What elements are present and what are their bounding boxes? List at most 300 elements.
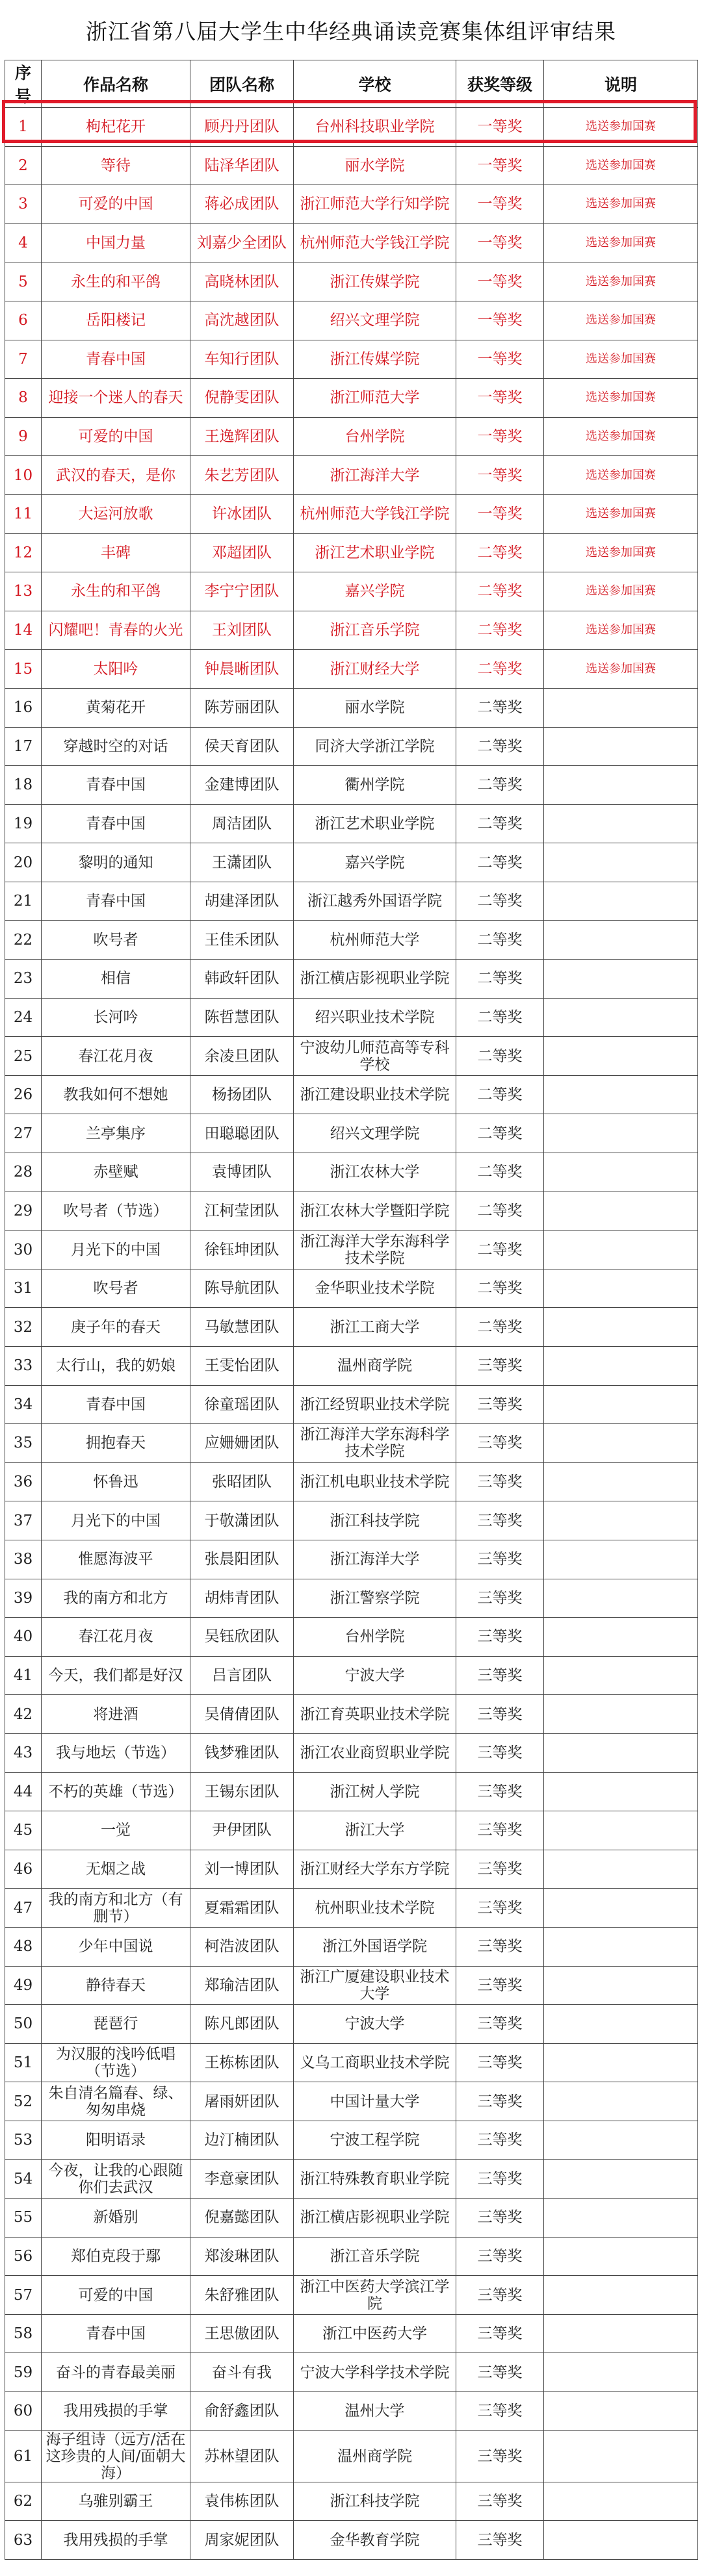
cell-work: 拥抱春天: [42, 1424, 190, 1463]
cell-team: 顾丹丹团队: [190, 108, 294, 147]
table-row: [5, 146, 698, 185]
cell-no: 52: [5, 2082, 42, 2121]
cell-no: 7: [5, 340, 42, 379]
table-row: [5, 804, 698, 843]
cell-team: 江柯莹团队: [190, 1192, 294, 1231]
cell-note: [544, 2521, 698, 2560]
cell-work: 迎接一个迷人的春天: [42, 379, 190, 418]
table-row: [5, 882, 698, 921]
cell-work: 枸杞花开: [42, 108, 190, 147]
cell-award: 三等奖: [456, 2199, 544, 2238]
cell-award: 一等奖: [456, 301, 544, 340]
cell-team: 高晓林团队: [190, 262, 294, 301]
cell-team: 金建博团队: [190, 766, 294, 805]
cell-no: 9: [5, 417, 42, 456]
cell-no: 19: [5, 804, 42, 843]
header-award: 获奖等级: [456, 60, 544, 108]
cell-school: 浙江海洋大学东海科学技术学院: [294, 1424, 456, 1463]
cell-school: 浙江海洋大学: [294, 456, 456, 495]
cell-award: 三等奖: [456, 2121, 544, 2160]
cell-work: 长河吟: [42, 998, 190, 1037]
table-row: [5, 1579, 698, 1618]
cell-school: 台州科技职业学院: [294, 108, 456, 147]
cell-school: 浙江越秀外国语学院: [294, 882, 456, 921]
cell-note: 选送参加国赛: [544, 262, 698, 301]
cell-note: [544, 1889, 698, 1928]
table-row: [5, 960, 698, 999]
cell-note: [544, 2199, 698, 2238]
cell-team: 袁伟栋团队: [190, 2482, 294, 2521]
cell-no: 53: [5, 2121, 42, 2160]
cell-team: 郑瑜洁团队: [190, 1966, 294, 2005]
cell-award: 一等奖: [456, 262, 544, 301]
cell-team: 郑浚琳团队: [190, 2237, 294, 2276]
cell-school: 绍兴文理学院: [294, 301, 456, 340]
cell-team: 应姗姗团队: [190, 1424, 294, 1463]
cell-team: 许冰团队: [190, 494, 294, 533]
cell-work: 青春中国: [42, 882, 190, 921]
cell-school: 宁波大学: [294, 1656, 456, 1695]
cell-no: 1: [5, 108, 42, 147]
cell-team: 俞舒鑫团队: [190, 2392, 294, 2431]
cell-work: 相信: [42, 960, 190, 999]
results-table: [5, 60, 698, 2560]
cell-no: 10: [5, 456, 42, 495]
cell-work: 赤壁赋: [42, 1153, 190, 1192]
cell-note: [544, 1153, 698, 1192]
cell-team: 李宁宁团队: [190, 572, 294, 611]
cell-team: 张晨阳团队: [190, 1540, 294, 1579]
cell-school: 浙江师范大学行知学院: [294, 185, 456, 224]
header-no: 序号: [5, 60, 42, 108]
table-row: [5, 2199, 698, 2238]
table-row: [5, 1192, 698, 1231]
cell-work: 太阳吟: [42, 650, 190, 689]
cell-no: 23: [5, 960, 42, 999]
cell-note: 选送参加国赛: [544, 533, 698, 572]
cell-award: 三等奖: [456, 2430, 544, 2482]
cell-work: 岳阳楼记: [42, 301, 190, 340]
cell-team: 吴倩倩团队: [190, 1695, 294, 1734]
cell-school: 浙江横店影视职业学院: [294, 2199, 456, 2238]
cell-award: 三等奖: [456, 1579, 544, 1618]
cell-work: 怀鲁迅: [42, 1462, 190, 1501]
cell-note: [544, 2237, 698, 2276]
cell-work: 今天，我们都是好汉: [42, 1656, 190, 1695]
cell-team: 吴钰欣团队: [190, 1618, 294, 1657]
cell-team: 吕言团队: [190, 1656, 294, 1695]
table-row: [5, 650, 698, 689]
cell-no: 43: [5, 1733, 42, 1772]
table-row: [5, 1075, 698, 1114]
cell-school: 金华职业技术学院: [294, 1269, 456, 1308]
cell-work: 闪耀吧！青春的火光: [42, 611, 190, 650]
cell-no: 26: [5, 1075, 42, 1114]
cell-school: 浙江农林大学: [294, 1153, 456, 1192]
cell-team: 陈导航团队: [190, 1269, 294, 1308]
table-row: [5, 1501, 698, 1540]
cell-work: 青春中国: [42, 1385, 190, 1424]
cell-note: [544, 1308, 698, 1347]
cell-award: 三等奖: [456, 1927, 544, 1966]
cell-award: 二等奖: [456, 1308, 544, 1347]
cell-work: 永生的和平鸽: [42, 262, 190, 301]
cell-award: 二等奖: [456, 921, 544, 960]
cell-team: 韩政轩团队: [190, 960, 294, 999]
cell-work: 月光下的中国: [42, 1501, 190, 1540]
cell-school: 浙江财经大学东方学院: [294, 1850, 456, 1889]
cell-note: 选送参加国赛: [544, 650, 698, 689]
cell-note: [544, 1424, 698, 1463]
cell-work: 武汉的春天，是你: [42, 456, 190, 495]
cell-team: 于敬潇团队: [190, 1501, 294, 1540]
cell-award: 三等奖: [456, 2160, 544, 2199]
cell-note: [544, 960, 698, 999]
cell-work: 黄菊花开: [42, 688, 190, 727]
table-row: [5, 2430, 698, 2482]
table-row: [5, 301, 698, 340]
cell-no: 44: [5, 1772, 42, 1811]
cell-team: 徐钰坤团队: [190, 1231, 294, 1269]
table-row: [5, 185, 698, 224]
cell-no: 4: [5, 223, 42, 262]
cell-award: 二等奖: [456, 1114, 544, 1153]
page-title: 浙江省第八届大学生中华经典诵读竞赛集体组评审结果: [86, 18, 616, 44]
cell-team: 朱艺芳团队: [190, 456, 294, 495]
table-row: [5, 1811, 698, 1850]
table-row: [5, 998, 698, 1037]
cell-team: 边汀楠团队: [190, 2121, 294, 2160]
cell-award: 三等奖: [456, 2521, 544, 2560]
cell-work: 春江花月夜: [42, 1618, 190, 1657]
cell-work: 郑伯克段于鄢: [42, 2237, 190, 2276]
cell-work: 不朽的英雄（节选）: [42, 1772, 190, 1811]
cell-work: 春江花月夜: [42, 1037, 190, 1076]
cell-no: 16: [5, 688, 42, 727]
cell-note: [544, 1501, 698, 1540]
cell-school: 丽水学院: [294, 146, 456, 185]
cell-school: 浙江特殊教育职业学院: [294, 2160, 456, 2199]
cell-no: 62: [5, 2482, 42, 2521]
table-row: [5, 262, 698, 301]
cell-no: 28: [5, 1153, 42, 1192]
table-row: [5, 1231, 698, 1269]
cell-award: 二等奖: [456, 1075, 544, 1114]
cell-work: 太行山，我的奶娘: [42, 1347, 190, 1386]
cell-note: [544, 727, 698, 766]
cell-no: 5: [5, 262, 42, 301]
cell-award: 三等奖: [456, 1501, 544, 1540]
cell-team: 袁博团队: [190, 1153, 294, 1192]
cell-award: 三等奖: [456, 1385, 544, 1424]
table-header-row: [5, 60, 698, 108]
cell-school: 浙江机电职业技术学院: [294, 1462, 456, 1501]
cell-no: 57: [5, 2276, 42, 2315]
cell-note: [544, 1966, 698, 2005]
cell-work: 永生的和平鸽: [42, 572, 190, 611]
cell-team: 夏霜霜团队: [190, 1889, 294, 1928]
cell-work: 等待: [42, 146, 190, 185]
cell-award: 二等奖: [456, 1037, 544, 1076]
cell-award: 三等奖: [456, 2082, 544, 2121]
cell-team: 王栋栋团队: [190, 2043, 294, 2082]
cell-school: 温州商学院: [294, 1347, 456, 1386]
cell-school: 浙江财经大学: [294, 650, 456, 689]
cell-team: 奋斗有我: [190, 2353, 294, 2392]
cell-award: 三等奖: [456, 2043, 544, 2082]
cell-work: 可爱的中国: [42, 185, 190, 224]
cell-work: 丰碑: [42, 533, 190, 572]
cell-team: 倪嘉懿团队: [190, 2199, 294, 2238]
cell-award: 三等奖: [456, 2276, 544, 2315]
cell-school: 中国计量大学: [294, 2082, 456, 2121]
cell-no: 29: [5, 1192, 42, 1231]
cell-school: 浙江育英职业技术学院: [294, 1695, 456, 1734]
cell-note: 选送参加国赛: [544, 456, 698, 495]
table-row: [5, 2353, 698, 2392]
cell-team: 陈哲慧团队: [190, 998, 294, 1037]
cell-work: 为汉服的浅吟低唱（节选）: [42, 2043, 190, 2082]
cell-award: 三等奖: [456, 2237, 544, 2276]
cell-school: 浙江横店影视职业学院: [294, 960, 456, 999]
cell-work: 黎明的通知: [42, 843, 190, 882]
cell-work: 乌骓别霸王: [42, 2482, 190, 2521]
cell-school: 浙江艺术职业学院: [294, 533, 456, 572]
cell-no: 56: [5, 2237, 42, 2276]
cell-award: 三等奖: [456, 1618, 544, 1657]
cell-award: 三等奖: [456, 1889, 544, 1928]
cell-award: 二等奖: [456, 1269, 544, 1308]
table-row: [5, 921, 698, 960]
table-row: [5, 1114, 698, 1153]
cell-no: 47: [5, 1889, 42, 1928]
cell-school: 杭州师范大学钱江学院: [294, 494, 456, 533]
cell-work: 我用残损的手掌: [42, 2521, 190, 2560]
cell-no: 34: [5, 1385, 42, 1424]
cell-no: 18: [5, 766, 42, 805]
cell-no: 13: [5, 572, 42, 611]
cell-no: 35: [5, 1424, 42, 1463]
cell-note: [544, 1695, 698, 1734]
cell-work: 无烟之战: [42, 1850, 190, 1889]
cell-award: 二等奖: [456, 688, 544, 727]
table-row: [5, 1733, 698, 1772]
table-row: [5, 843, 698, 882]
cell-work: 吹号者: [42, 921, 190, 960]
cell-school: 温州大学: [294, 2392, 456, 2431]
table-row: [5, 1772, 698, 1811]
cell-school: 丽水学院: [294, 688, 456, 727]
cell-work: 静待春天: [42, 1966, 190, 2005]
cell-team: 倪静雯团队: [190, 379, 294, 418]
cell-school: 嘉兴学院: [294, 572, 456, 611]
cell-team: 田聪聪团队: [190, 1114, 294, 1153]
cell-no: 46: [5, 1850, 42, 1889]
cell-note: 选送参加国赛: [544, 494, 698, 533]
cell-school: 浙江传媒学院: [294, 262, 456, 301]
cell-note: [544, 2314, 698, 2353]
cell-school: 浙江农林大学暨阳学院: [294, 1192, 456, 1231]
table-row: [5, 456, 698, 495]
cell-team: 刘一博团队: [190, 1850, 294, 1889]
cell-award: 一等奖: [456, 379, 544, 418]
cell-note: [544, 1656, 698, 1695]
cell-no: 61: [5, 2430, 42, 2482]
cell-note: [544, 998, 698, 1037]
cell-no: 11: [5, 494, 42, 533]
cell-no: 49: [5, 1966, 42, 2005]
table-row: [5, 1966, 698, 2005]
cell-no: 31: [5, 1269, 42, 1308]
cell-school: 浙江警察学院: [294, 1579, 456, 1618]
cell-note: [544, 2482, 698, 2521]
cell-no: 27: [5, 1114, 42, 1153]
cell-no: 17: [5, 727, 42, 766]
cell-work: 少年中国说: [42, 1927, 190, 1966]
cell-school: 同济大学浙江学院: [294, 727, 456, 766]
table-row: [5, 108, 698, 147]
cell-note: 选送参加国赛: [544, 417, 698, 456]
cell-note: 选送参加国赛: [544, 379, 698, 418]
cell-note: [544, 2430, 698, 2482]
cell-work: 青春中国: [42, 804, 190, 843]
cell-team: 车知行团队: [190, 340, 294, 379]
table-row: [5, 1540, 698, 1579]
cell-note: [544, 1618, 698, 1657]
table-row: [5, 533, 698, 572]
cell-no: 50: [5, 2005, 42, 2044]
table-row: [5, 223, 698, 262]
cell-work: 我的南方和北方（有删节）: [42, 1889, 190, 1928]
cell-work: 青春中国: [42, 2314, 190, 2353]
cell-award: 三等奖: [456, 2392, 544, 2431]
cell-no: 8: [5, 379, 42, 418]
cell-no: 58: [5, 2314, 42, 2353]
table-row: [5, 340, 698, 379]
cell-no: 30: [5, 1231, 42, 1269]
cell-school: 绍兴职业技术学院: [294, 998, 456, 1037]
table-row: [5, 1462, 698, 1501]
cell-school: 衢州学院: [294, 766, 456, 805]
cell-award: 一等奖: [456, 185, 544, 224]
cell-no: 20: [5, 843, 42, 882]
cell-team: 王刘团队: [190, 611, 294, 650]
cell-award: 二等奖: [456, 960, 544, 999]
cell-no: 14: [5, 611, 42, 650]
table-row: [5, 2314, 698, 2353]
cell-award: 三等奖: [456, 1811, 544, 1850]
cell-award: 二等奖: [456, 1192, 544, 1231]
cell-team: 王潇团队: [190, 843, 294, 882]
cell-no: 55: [5, 2199, 42, 2238]
cell-note: [544, 1037, 698, 1076]
cell-award: 三等奖: [456, 1424, 544, 1463]
cell-note: [544, 1540, 698, 1579]
cell-note: [544, 882, 698, 921]
table-row: [5, 2005, 698, 2044]
table-row: [5, 1656, 698, 1695]
cell-work: 将进酒: [42, 1695, 190, 1734]
cell-note: [544, 1850, 698, 1889]
cell-award: 一等奖: [456, 417, 544, 456]
cell-award: 三等奖: [456, 1347, 544, 1386]
cell-work: 奋斗的青春最美丽: [42, 2353, 190, 2392]
cell-note: [544, 1347, 698, 1386]
cell-school: 浙江传媒学院: [294, 340, 456, 379]
cell-team: 屠雨妍团队: [190, 2082, 294, 2121]
cell-no: 59: [5, 2353, 42, 2392]
table-row: [5, 1889, 698, 1928]
table-row: [5, 1850, 698, 1889]
cell-note: [544, 1772, 698, 1811]
cell-team: 陈凡郎团队: [190, 2005, 294, 2044]
cell-team: 陈芳丽团队: [190, 688, 294, 727]
cell-school: 宁波幼儿师范高等专科学校: [294, 1037, 456, 1076]
table-row: [5, 727, 698, 766]
table-row: [5, 1424, 698, 1463]
cell-note: 选送参加国赛: [544, 146, 698, 185]
cell-team: 杨扬团队: [190, 1075, 294, 1114]
cell-work: 琵琶行: [42, 2005, 190, 2044]
cell-award: 一等奖: [456, 108, 544, 147]
cell-school: 浙江中医药大学滨江学院: [294, 2276, 456, 2315]
cell-no: 3: [5, 185, 42, 224]
table-row: [5, 611, 698, 650]
cell-note: [544, 1462, 698, 1501]
cell-team: 胡炜青团队: [190, 1579, 294, 1618]
cell-award: 一等奖: [456, 223, 544, 262]
cell-award: 三等奖: [456, 1772, 544, 1811]
cell-award: 一等奖: [456, 456, 544, 495]
cell-team: 李意豪团队: [190, 2160, 294, 2199]
cell-school: 浙江经贸职业技术学院: [294, 1385, 456, 1424]
cell-work: 穿越时空的对话: [42, 727, 190, 766]
cell-team: 高沈越团队: [190, 301, 294, 340]
cell-team: 尹伊团队: [190, 1811, 294, 1850]
cell-work: 海子组诗（远方/活在这珍贵的人间/面朝大海）: [42, 2430, 190, 2482]
cell-work: 教我如何不想她: [42, 1075, 190, 1114]
table-row: [5, 1618, 698, 1657]
cell-work: 朱自清名篇春、绿、匆匆串烧: [42, 2082, 190, 2121]
cell-note: [544, 1075, 698, 1114]
cell-note: [544, 2160, 698, 2199]
cell-note: [544, 688, 698, 727]
cell-school: 温州商学院: [294, 2430, 456, 2482]
cell-award: 三等奖: [456, 1966, 544, 2005]
cell-school: 宁波大学科学技术学院: [294, 2353, 456, 2392]
cell-school: 浙江音乐学院: [294, 2237, 456, 2276]
cell-team: 邓超团队: [190, 533, 294, 572]
table-row: [5, 2082, 698, 2121]
cell-award: 二等奖: [456, 533, 544, 572]
cell-school: 金华教育学院: [294, 2521, 456, 2560]
cell-school: 台州学院: [294, 417, 456, 456]
cell-note: 选送参加国赛: [544, 223, 698, 262]
cell-note: 选送参加国赛: [544, 611, 698, 650]
cell-note: [544, 2276, 698, 2315]
cell-note: [544, 1114, 698, 1153]
cell-no: 51: [5, 2043, 42, 2082]
table-row: [5, 2043, 698, 2082]
cell-school: 浙江农业商贸职业学院: [294, 1733, 456, 1772]
table-row: [5, 1037, 698, 1076]
cell-team: 周家妮团队: [190, 2521, 294, 2560]
cell-school: 浙江工商大学: [294, 1308, 456, 1347]
cell-team: 周洁团队: [190, 804, 294, 843]
cell-no: 45: [5, 1811, 42, 1850]
cell-award: 三等奖: [456, 2353, 544, 2392]
cell-work: 新婚别: [42, 2199, 190, 2238]
